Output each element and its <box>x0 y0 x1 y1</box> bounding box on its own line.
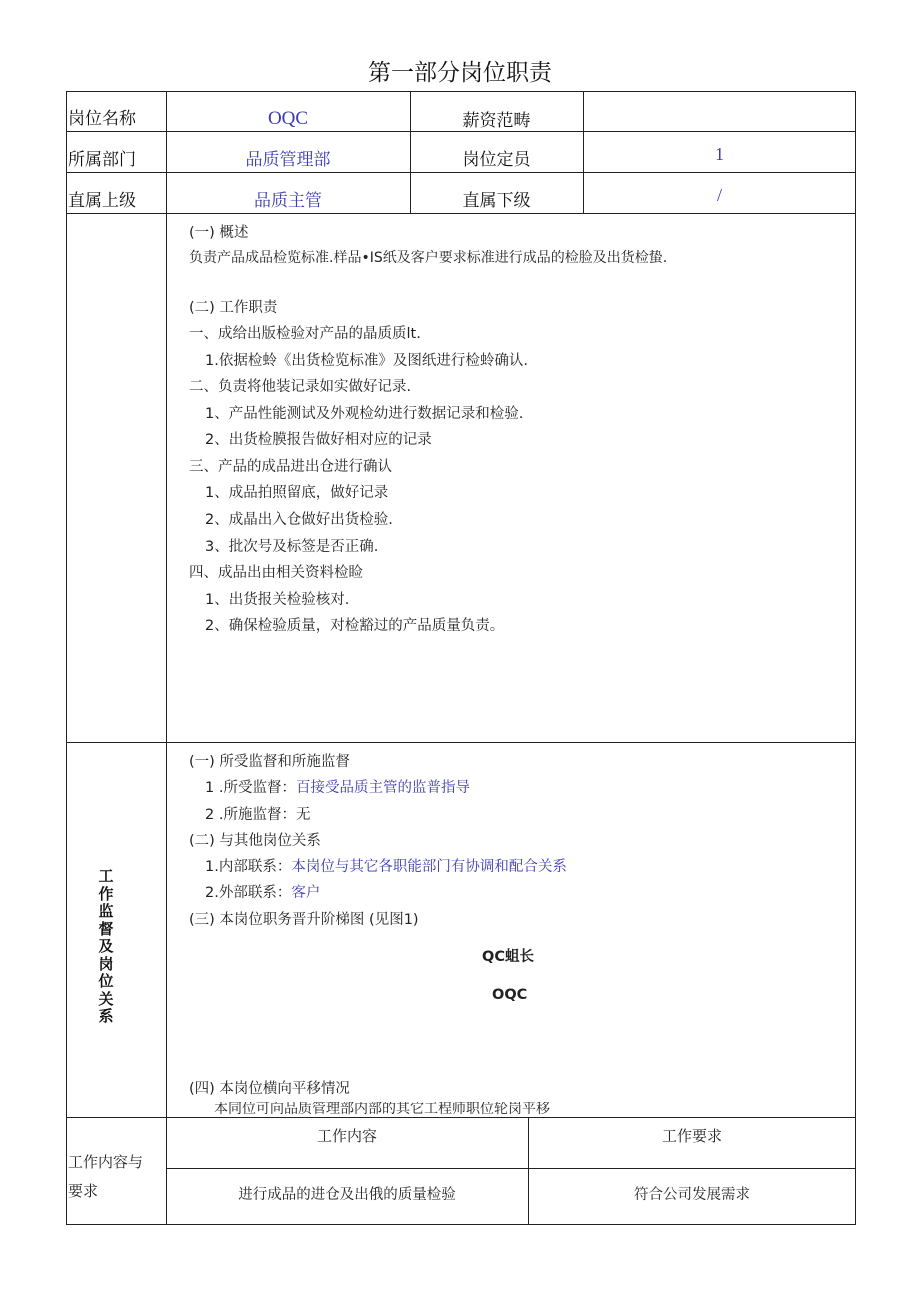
label-position-name: 岗位名称 <box>68 109 136 129</box>
duty-4-2: 2、确保检验质量，对检豁过的产品质量负责。 <box>205 618 505 634</box>
row-divider <box>66 213 856 214</box>
label-headcount: 岗位定员 <box>462 150 531 170</box>
duty-3: 三、产品的成品进出仓进行确认 <box>189 459 392 475</box>
internal-contact-label: 1.内部联系： <box>205 859 292 875</box>
value-direct-subordinate: / <box>716 185 722 205</box>
overview-text: 负责产品成品检览标准.样品•IS纸及客户要求标准进行成品的检脸及出货检蛰. <box>189 250 668 266</box>
external-contact-value: 客户 <box>291 885 321 901</box>
supervised-by-value: 百接受品质主管的监普指导 <box>295 780 470 796</box>
row-divider <box>66 742 856 743</box>
ladder-level-bottom: OQC <box>492 987 528 1003</box>
promotion-heading: (三) 本岗位职务晋升阶梯图 (见图1) <box>189 912 419 928</box>
work-side-label-line2: 要求 <box>68 1182 99 1200</box>
rotation-text: 本同位可向品质管理部内部的其它工程师职位轮岗平移 <box>214 1102 550 1116</box>
relations-heading: (二) 与其他岗位关系 <box>189 833 321 849</box>
duty-2-2: 2、出货检膜报告做好相对应的记录 <box>205 432 432 448</box>
internal-contact-value: 本岗位与其它各职能部门有协调和配合关系 <box>291 859 567 875</box>
value-position-name: OQC <box>267 108 309 129</box>
work-side-label-line1: 工作内容与 <box>68 1153 144 1171</box>
value-department: 品质管理部 <box>245 150 331 170</box>
duty-1-1: 1.依据检蛉《出货检览标准》及图纸进行检蛉确认. <box>205 353 528 369</box>
overview-heading: (一) 概述 <box>189 225 249 241</box>
duty-3-2: 2、成晶出入仓做好出货检验. <box>205 512 393 528</box>
row-divider <box>66 172 856 173</box>
external-contact-label: 2.外部联系： <box>205 885 292 901</box>
duty-3-1: 1、成品拍照留底，做好记录 <box>205 485 389 501</box>
internal-contact <box>205 855 567 876</box>
duty-2-1: 1、产品性能测试及外观检幼进行数据记录和检验. <box>205 406 524 422</box>
duty-1: 一、成给出版检验对产品的晶质质lt. <box>189 326 421 342</box>
value-direct-supervisor: 品质主管 <box>254 191 322 211</box>
label-direct-subordinate: 直属下级 <box>462 191 531 211</box>
external-contact <box>205 881 320 902</box>
supervises-value: 无 <box>295 807 311 823</box>
supervised-by <box>205 776 470 797</box>
label-department: 所属部门 <box>68 150 136 170</box>
value-headcount: 1 <box>715 144 724 164</box>
work-requirement-value: 符合公司发展需求 <box>634 1187 750 1203</box>
work-requirement-header: 工作要求 <box>661 1127 722 1145</box>
supervises <box>205 803 310 824</box>
page-title: 第一部分岗位职责 <box>368 60 552 86</box>
duties-heading: (二) 工作职责 <box>189 300 278 316</box>
supervised-by-label: 1 .所受监督： <box>205 780 296 796</box>
column-divider <box>166 91 167 1225</box>
duty-4-1: 1、出货报关检验核对. <box>205 592 350 608</box>
label-salary-range: 薪资范畴 <box>462 111 531 131</box>
rotation-heading: (四) 本岗位横向平移情况 <box>189 1081 350 1097</box>
duty-4: 四、成品出由相关资料检睑 <box>189 565 363 581</box>
relations-side-label: 工作监督及岗位关系 <box>98 867 114 1025</box>
supervises-label: 2 .所施监督： <box>205 807 296 823</box>
duty-2: 二、负责将他装记录如实做好记录. <box>189 379 412 395</box>
row-divider <box>166 1168 856 1169</box>
work-content-header: 工作内容 <box>316 1127 377 1145</box>
row-divider <box>66 1117 856 1118</box>
work-content-value: 进行成品的进仓及出俄的质量检验 <box>238 1187 456 1203</box>
duty-3-3: 3、批次号及标签是否正确. <box>205 539 379 555</box>
ladder-level-top: QC蛆长 <box>482 949 534 965</box>
supervision-heading: (一) 所受监督和所施监督 <box>189 754 350 770</box>
row-divider <box>66 131 856 132</box>
label-direct-supervisor: 直属上级 <box>68 191 136 211</box>
